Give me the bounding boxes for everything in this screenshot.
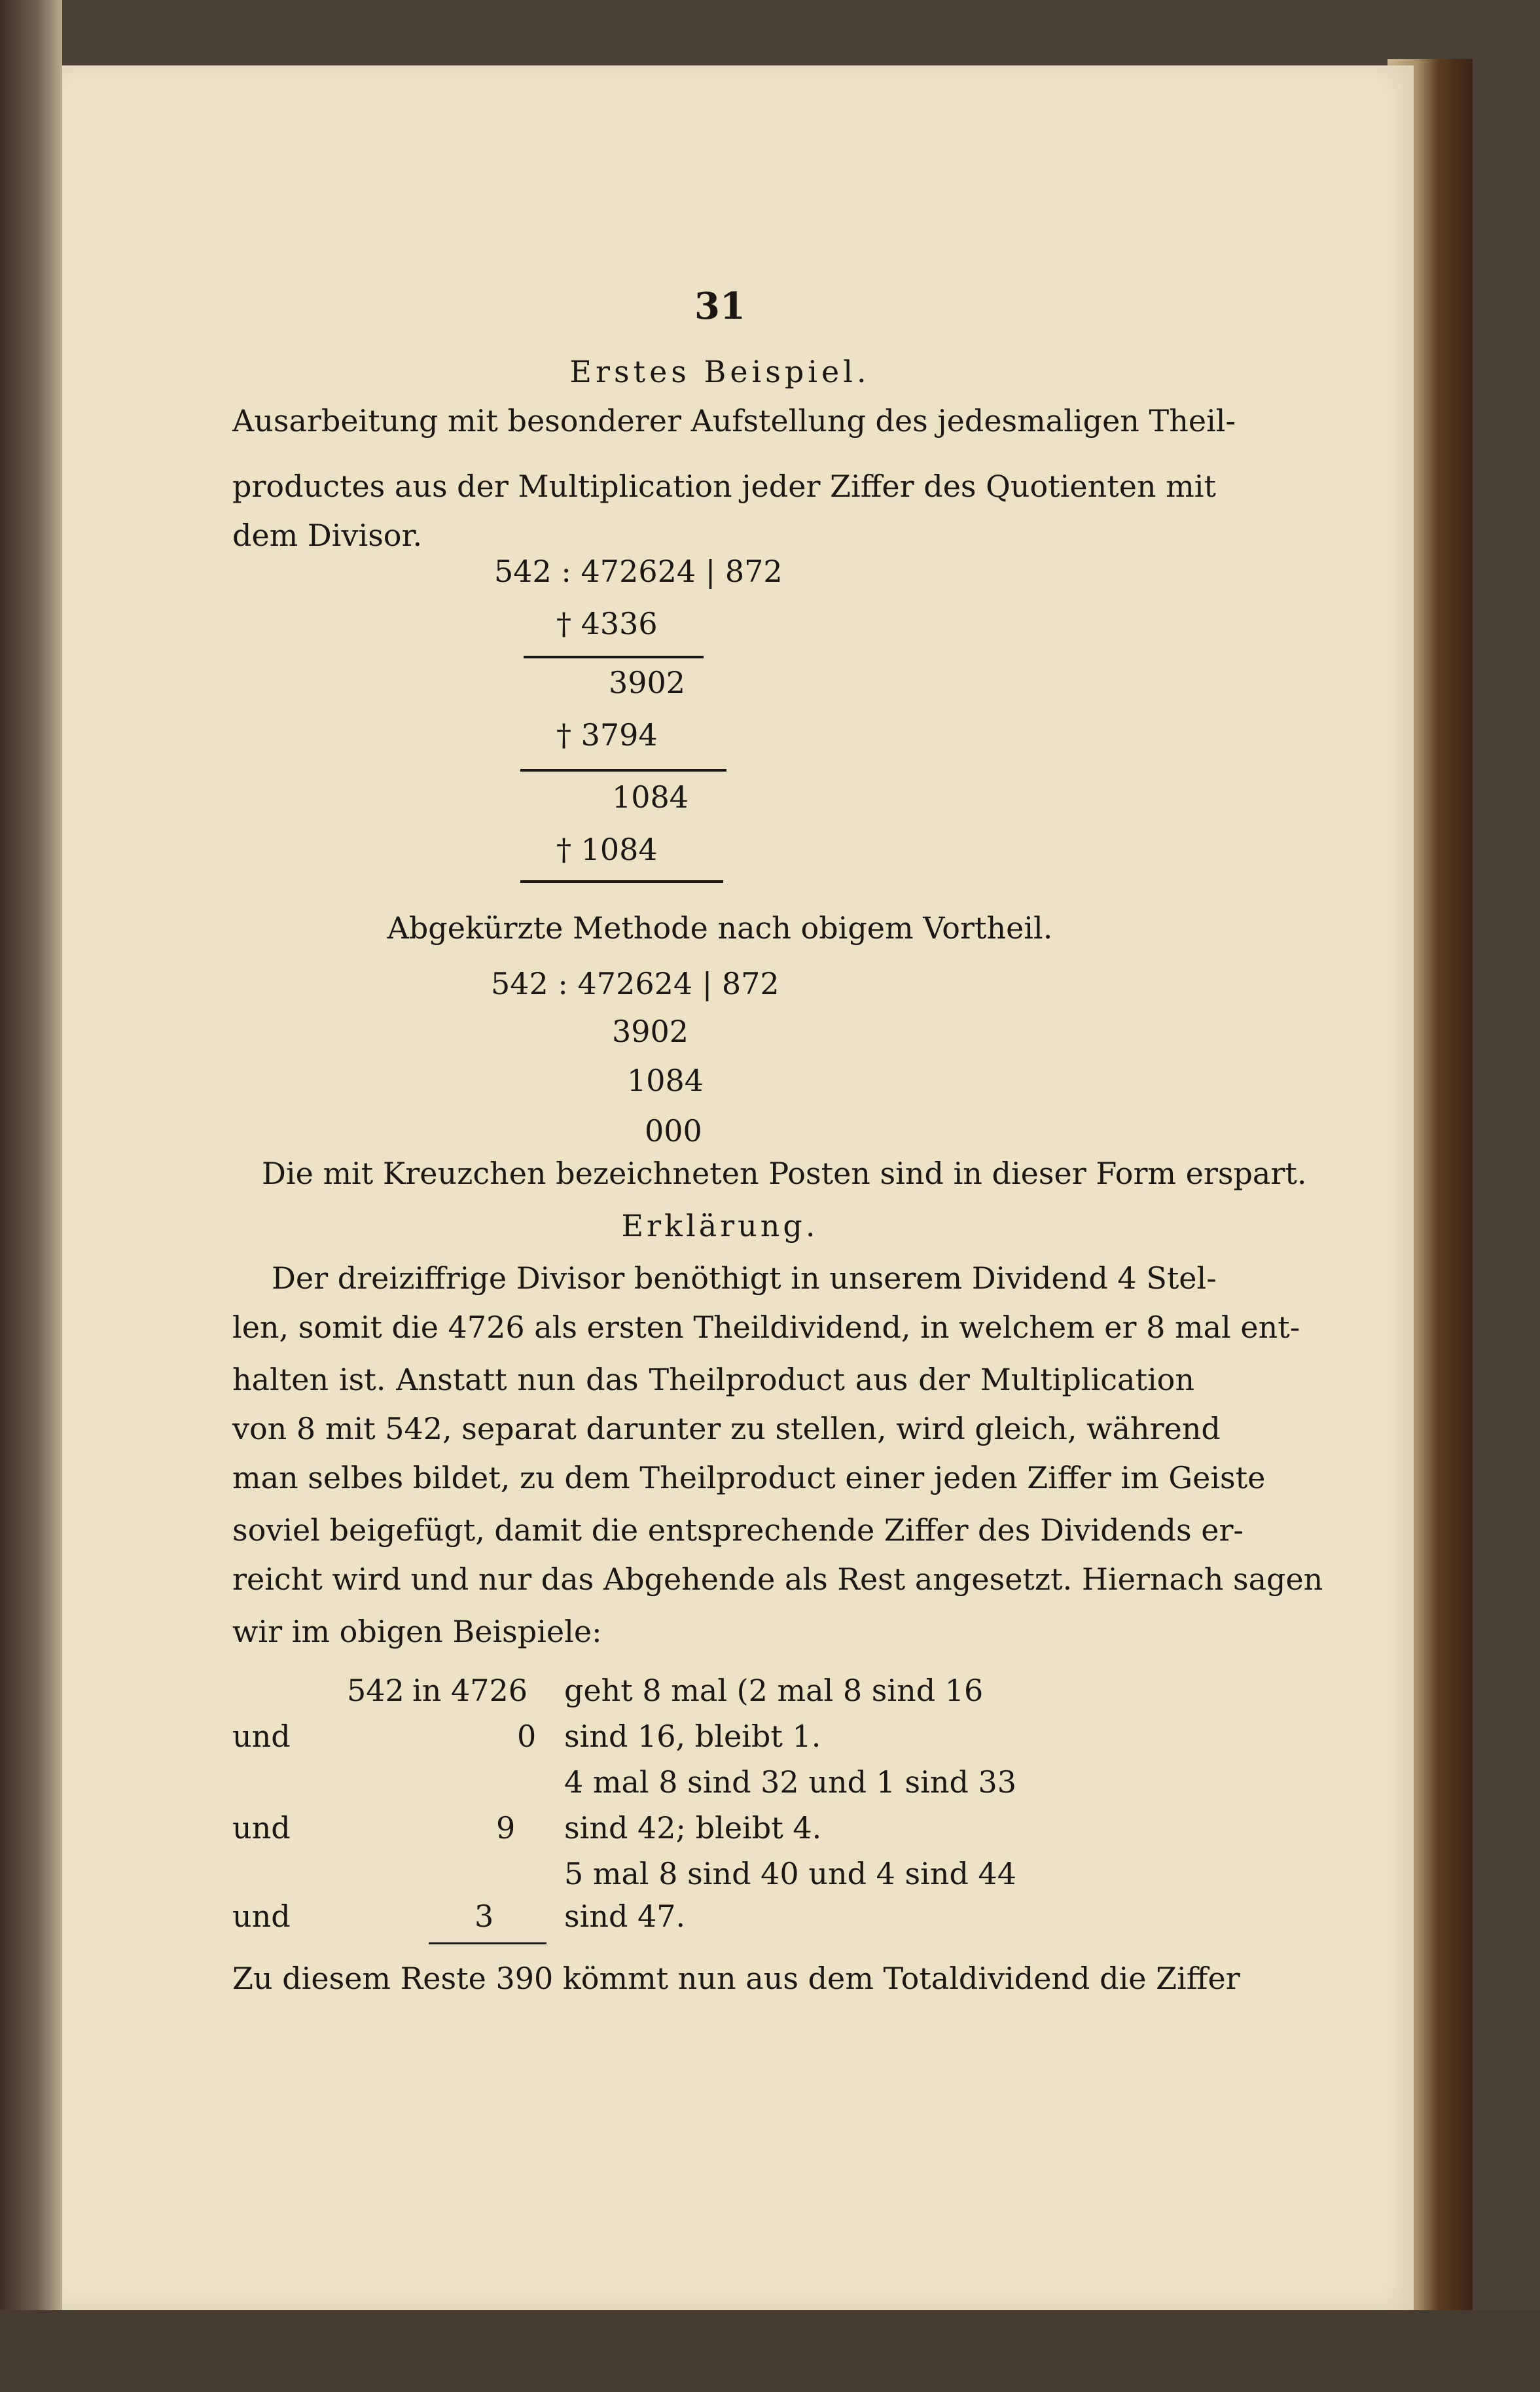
intro-line-2: productes aus der Multiplication jeder Ziffer des Quotienten mit	[232, 469, 1216, 504]
last-line: Zu diesem Reste 390 kömmt nun aus dem Totaldividend die Ziffer	[232, 1961, 1240, 1996]
worked-row-3: 4 mal 8 sind 32 und 1 sind 33	[564, 1764, 1017, 1800]
short-remainder-3: 000	[645, 1113, 702, 1149]
worked-digit-9: 9	[496, 1810, 516, 1846]
worked-in: in 4726	[412, 1673, 528, 1708]
paragraph-line-1: Der dreiziffrige Divisor benöthigt in unserem Dividend 4 Stel-	[272, 1260, 1217, 1296]
paragraph-line-5: man selbes bildet, zu dem Theilproduct einer jeden Ziffer im Geiste	[232, 1460, 1266, 1495]
facing-page-edge	[0, 0, 62, 2392]
paragraph-line-6: soviel beigefügt, damit die entsprechende Ziffer des Dividends er-	[232, 1512, 1244, 1548]
intro-line-3: dem Divisor.	[232, 518, 423, 553]
worked-divisor: 542	[347, 1673, 404, 1708]
short-remainder-2: 1084	[627, 1063, 704, 1098]
paragraph-line-3: halten ist. Anstatt nun das Theilproduct aus der Multiplication	[232, 1362, 1194, 1397]
worked-rule	[429, 1942, 546, 1944]
division-header: 542 : 472624 | 872	[494, 554, 783, 589]
paragraph-line-8: wir im obigen Beispiele:	[232, 1614, 602, 1649]
worked-digit-3: 3	[475, 1899, 494, 1934]
background-bottom	[0, 2310, 1540, 2392]
division-rule-3	[520, 880, 723, 883]
intro-line-1: Ausarbeitung mit besonderer Aufstellung des jedesmaligen Theil-	[232, 403, 1236, 438]
worked-und-3: und	[232, 1899, 291, 1934]
remainder-2: 1084	[612, 779, 689, 815]
subtraction-2: † 3794	[556, 717, 658, 753]
page-number: 31	[694, 285, 745, 328]
paragraph-line-2: len, somit die 4726 als ersten Theildividend, in welchem er 8 mal ent-	[232, 1310, 1300, 1345]
division-rule-2	[520, 769, 726, 772]
worked-und-2: und	[232, 1810, 291, 1846]
worked-row-6: sind 47.	[564, 1899, 686, 1934]
worked-row-1: geht 8 mal (2 mal 8 sind 16	[564, 1673, 984, 1708]
short-remainder-1: 3902	[612, 1014, 689, 1049]
explanation-heading: Erklärung.	[621, 1208, 819, 1243]
note-line: Die mit Kreuzchen bezeichneten Posten sind in dieser Form erspart.	[262, 1156, 1307, 1191]
worked-und-1: und	[232, 1719, 291, 1754]
subtraction-3: † 1084	[556, 832, 658, 867]
paragraph-line-4: von 8 mit 542, separat darunter zu stellen, wird gleich, während	[232, 1411, 1221, 1446]
worked-digit-0: 0	[517, 1719, 537, 1754]
subtraction-1: † 4336	[556, 606, 658, 641]
short-method-heading: Abgekürzte Methode nach obigem Vortheil.	[387, 910, 1053, 946]
remainder-1: 3902	[609, 665, 686, 700]
example-heading: Erstes Beispiel.	[569, 354, 870, 389]
paragraph-line-7: reicht wird und nur das Abgehende als Rest angesetzt. Hiernach sagen	[232, 1562, 1323, 1597]
worked-row-4: sind 42; bleibt 4.	[564, 1810, 822, 1846]
short-division-header: 542 : 472624 | 872	[491, 966, 779, 1001]
worked-row-5: 5 mal 8 sind 40 und 4 sind 44	[564, 1856, 1017, 1891]
division-rule-1	[524, 656, 704, 658]
worked-row-2: sind 16, bleibt 1.	[564, 1719, 821, 1754]
